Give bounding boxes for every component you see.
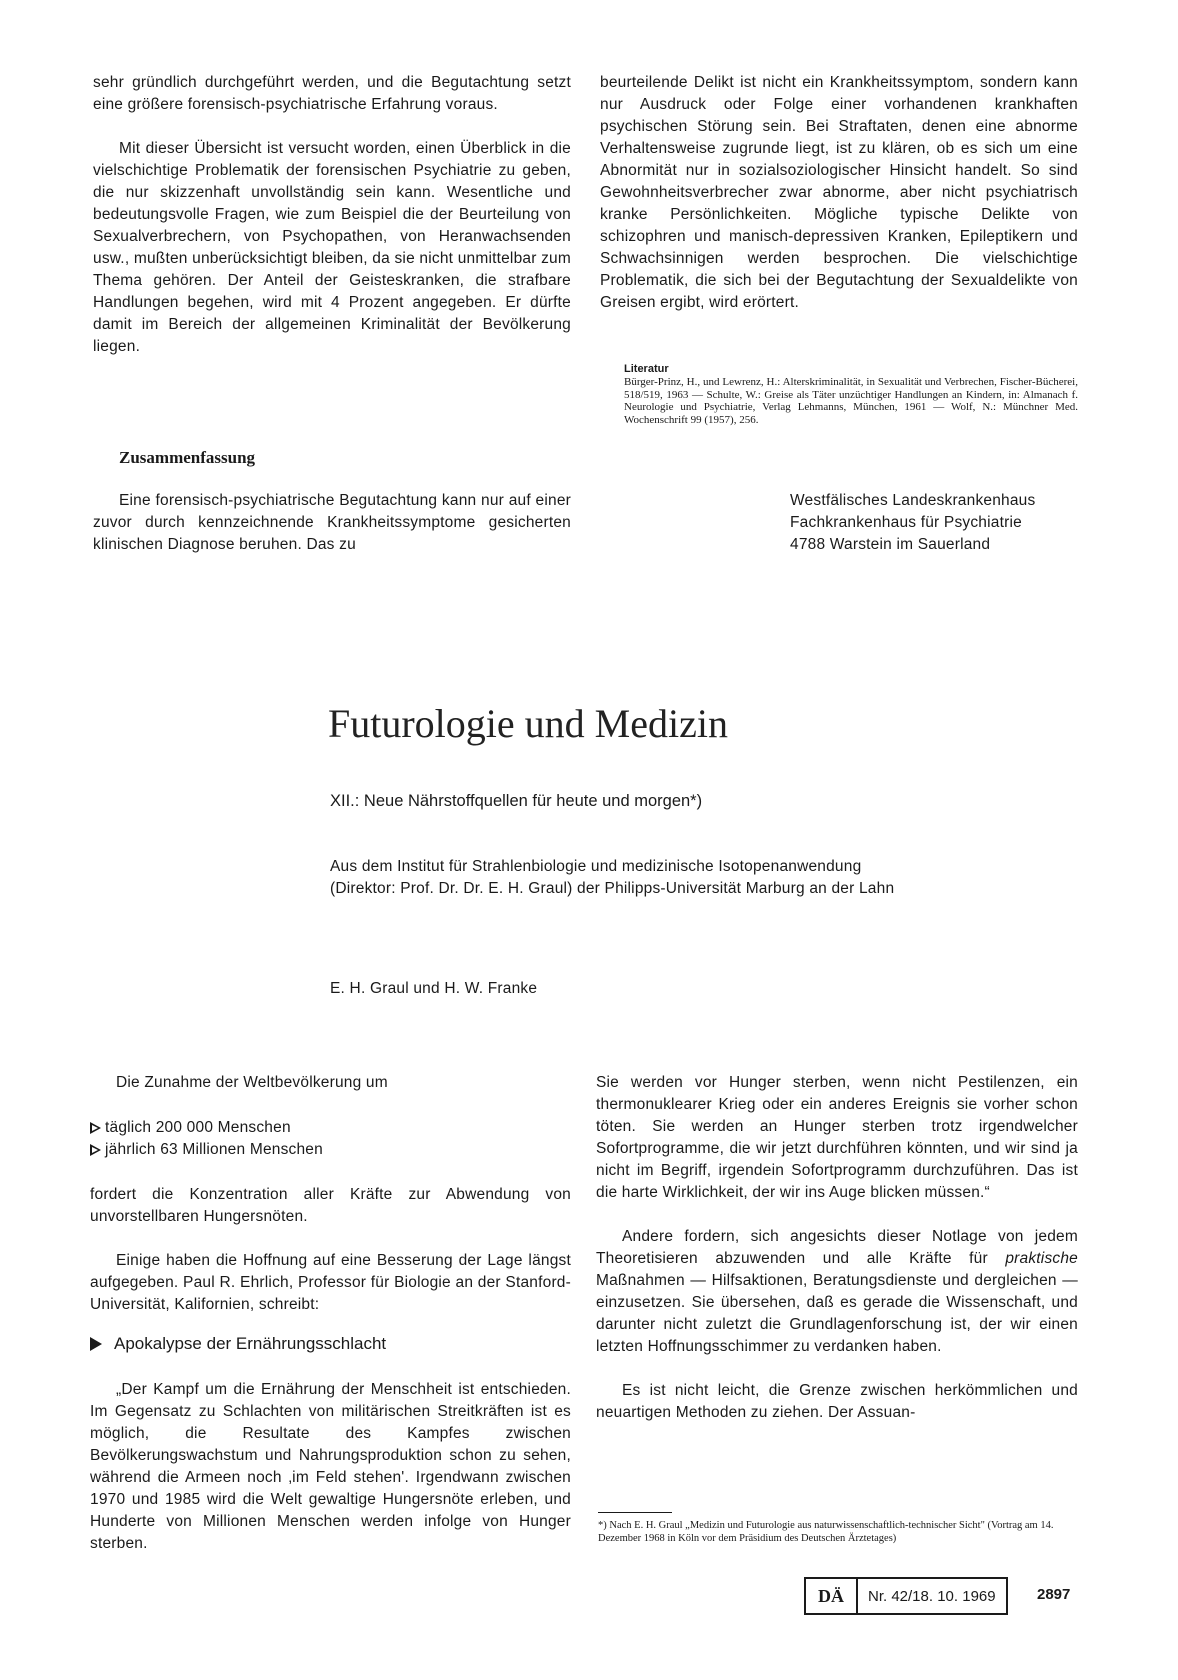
article-title: Futurologie und Medizin (328, 701, 728, 746)
institute-line: Aus dem Institut für Strahlenbiologie und medizinische Isotopenanwendung (330, 858, 862, 875)
top-left-column (93, 72, 571, 358)
paragraph: Mit dieser Übersicht ist versucht worden, einen Überblick in die vielschichtige Problematik der forensischen Psychiatrie zu geben, die nur skizzenhaft unvollständig sein kann. Wesentliche und bedeutungsvolle Fragen, wie zum Beispiel die der Beurteilung von Sexualverbrechern, von Psychopathen, von Heranwachsenden usw., mußten unberücksichtigt bleiben, da sie nicht unmittelbar zum Thema gehören. Der Anteil der Geisteskranken, die strafbare Handlungen begehen, wird mit 4 Prozent angegeben. Er dürfte damit im Bereich der allgemeinen Kriminalität der Bevölkerung liegen. (93, 140, 571, 355)
article-authors: E. H. Graul und H. W. Franke (330, 980, 538, 997)
summary-text: Eine forensisch-psychiatrische Begutachtung kann nur auf einer zuvor durch kennzeichnende Krankheitssymptome gesicherten klinischen Diagnose beruhen. Das zu (93, 492, 571, 553)
section-heading-text: Apokalypse der Ernährungsschlacht (114, 1334, 387, 1353)
section-heading (90, 1333, 386, 1355)
address-line: Westfälisches Landeskrankenhaus (790, 492, 1036, 509)
page-number: 2897 (1037, 1586, 1071, 1603)
issue-number: Nr. 42/18. 10. 1969 (868, 1587, 996, 1605)
quote-paragraph: „Der Kampf um die Ernährung der Menschheit ist entschieden. Im Gegensatz zu Schlachten von militärischen Streitkräften ist es möglich, die Resultate des Kampfes zwischen Bevölkerungswachstum und Nahrungsproduktion schon zu sehen, während die Armeen noch ‚im Feld stehen'. Irgendwann zwischen 1970 und 1985 wird die Welt gewaltige Hungersnöte erleben, und Hunderte von Millionen Menschen werden infolge von Hunger sterben. (90, 1381, 571, 1552)
list-item (90, 1139, 323, 1161)
top-right-column: beurteilende Delikt ist nicht ein Krankheitssymptom, sondern kann nur Ausdruck oder Folge einer vorhandenen krankhaften psychischen Störung sein. Bei Straftaten, denen eine abnorme Verhaltensweise zugrunde liegt, ist zu klären, ob es sich um eine Abnormität nur in sozialsoziologischer Hinsicht handelt. So sind Gewohnheitsverbrecher zwar abnorme, aber nicht psychiatrisch kranke Persönlichkeiten. Mögliche typische Delikte von schizophren und manisch-depressiven Kranken, Epileptikern und Schwachsinnigen werden besprochen. Die vielschichtige Problematik, die sich bei der Begutachtung der Sexualdelikte von Greisen ergibt, wird erörtert. (600, 74, 1078, 311)
literature-heading: Literatur (624, 363, 669, 375)
bottom-right-column (596, 1072, 1078, 1424)
list-item (90, 1117, 323, 1139)
bullet-list (90, 1117, 323, 1161)
journal-abbrev: DÄ (806, 1579, 858, 1613)
triangle-marker-icon (90, 1337, 102, 1351)
footnote-divider (598, 1512, 672, 1513)
list-item-text: täglich 200 000 Menschen (105, 1119, 291, 1136)
institute (330, 856, 1090, 900)
address-line: 4788 Warstein im Sauerland (790, 536, 991, 553)
paragraph: Sie werden vor Hunger sterben, wenn nicht Pestilenzen, ein thermonuklearer Krieg oder ein anderes Ereignis sie vorher schon töten. Sie werden an Hunger sterben trotz irgendwelcher Sofortprogramme, die wir jetzt durchführen könnten, und wir sind ja nicht im Begriff, irgendein Sofortprogramm durchzuführen. Das ist die harte Wirklichkeit, der wir ins Auge blicken müssen.“ (596, 1074, 1078, 1201)
address-line: Fachkrankenhaus für Psychiatrie (790, 514, 1022, 531)
institute-line: (Direktor: Prof. Dr. Dr. E. H. Graul) der Philipps-Universität Marburg an der Lahn (330, 880, 895, 897)
list-item-text: jährlich 63 Millionen Menschen (105, 1141, 323, 1158)
triangle-bullet-icon (90, 1122, 101, 1134)
emphasis: praktische (1005, 1250, 1078, 1267)
literature-text: Bürger-Prinz, H., und Lewrenz, H.: Alterskriminalität, in Sexualität und Verbrechen, Fischer-Bücherei, 518/519, 1963 — Schulte, W.: Greise als Täter unzüchtiger Handlungen an Kindern, in: Almanach f. Neurologie und Psychiatrie, Verlag Lehmanns, München, 1961 — Wolf, N.: Münchner Med. Wochenschrift 99 (1957), 256. (624, 376, 1078, 426)
author-address (790, 490, 1090, 556)
paragraph: Einige haben die Hoffnung auf eine Besserung der Lage längst aufgegeben. Paul R. Ehrlich, Professor für Biologie an der Stanford-Universität, Kalifornien, schreibt: (90, 1252, 571, 1313)
paragraph: fordert die Konzentration aller Kräfte zur Abwendung von unvorstellbaren Hungersnöten. (90, 1186, 571, 1225)
intro-line: Die Zunahme der Weltbevölkerung um (116, 1074, 388, 1091)
summary-heading: Zusammenfassung (119, 448, 256, 467)
paragraph-text: Andere fordern, sich angesichts dieser Notlage von jedem Theoretisieren abzuwenden und alle Kräfte für (596, 1228, 1078, 1267)
paragraph-text: Maßnahmen — Hilfsaktionen, Beratungsdienste und dergleichen — einzusetzen. Sie übersehen, daß es gerade die Wissenschaft, und darunter nicht zuletzt die Grundlagenforschung ist, der wir einen letzten Hoffnungsschimmer zu verdanken haben. (596, 1272, 1078, 1355)
paragraph: Es ist nicht leicht, die Grenze zwischen herkömmlichen und neuartigen Methoden zu ziehen. Der Assuan- (596, 1382, 1078, 1421)
paragraph (596, 1226, 1078, 1358)
triangle-bullet-icon (90, 1144, 101, 1156)
footnote: *) Nach E. H. Graul „Medizin und Futurologie aus naturwissenschaftlich-technischer Sicht" (Vortrag am 14. Dezember 1968 in Köln vor dem Präsidium des Deutschen Ärztetages) (598, 1520, 1054, 1544)
paragraph: sehr gründlich durchgeführt werden, und die Begutachtung setzt eine größere forensisch-psychiatrische Erfahrung voraus. (93, 74, 571, 113)
article-subtitle: XII.: Neue Nährstoffquellen für heute und morgen*) (330, 792, 703, 810)
journal-issue-box (804, 1577, 1008, 1615)
bottom-left-column (90, 1184, 571, 1316)
